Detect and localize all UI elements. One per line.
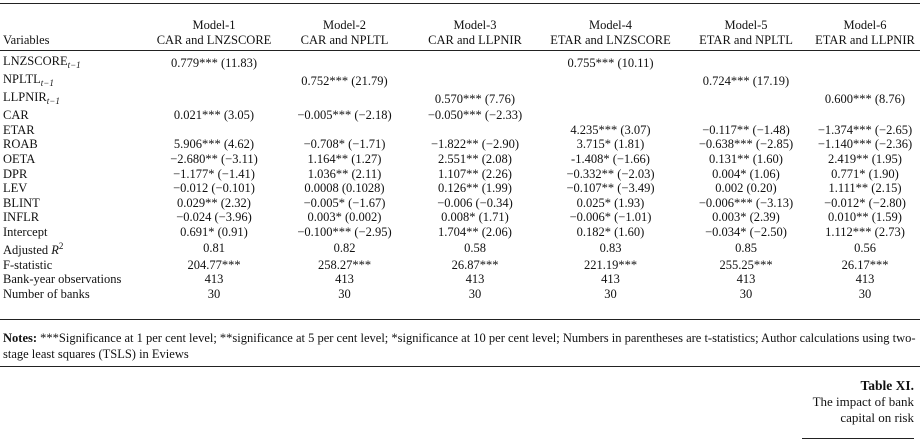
coefficient-cell <box>278 48 411 72</box>
coefficient-cell: -1.408* (−1.66) <box>571 152 650 167</box>
table-row <box>0 272 920 287</box>
coefficient-cell: −0.107** (−3.49) <box>566 181 655 196</box>
table-row <box>0 210 920 225</box>
coefficient-cell: −0.050*** (−2.33) <box>427 108 523 123</box>
coefficient-cell <box>810 72 920 90</box>
coefficient-cell: 0.56 <box>854 241 876 256</box>
variable-name: F-statistic <box>3 257 53 272</box>
coefficient-cell: −1.140*** (−2.36) <box>817 137 913 152</box>
table-row <box>0 225 920 240</box>
coefficient-cell: 30 <box>207 286 221 301</box>
coefficient-cell: 1.164** (1.27) <box>307 152 382 167</box>
coefficient-cell: 0.003* (2.39) <box>712 210 780 225</box>
variable-name: $LLPNIR_{t-1}$ <box>3 90 60 106</box>
coefficient-cell <box>682 90 810 108</box>
coefficient-cell: 255.25*** <box>719 257 773 272</box>
table-row <box>0 287 920 302</box>
coefficient-cell: 0.0008 (0.1028) <box>304 181 385 196</box>
coefficient-cell: 0.003* (0.002) <box>307 210 382 225</box>
coefficient-cell <box>150 72 278 90</box>
coefficient-cell: −1.374*** (−2.65) <box>817 122 913 137</box>
coefficient-cell: 0.81 <box>203 241 225 256</box>
coefficient-cell: 413 <box>736 272 756 287</box>
variable-name: Intercept <box>3 225 48 240</box>
coefficient-cell: 2.551** (2.08) <box>438 152 512 167</box>
coefficient-cell: −2.680** (−3.11) <box>170 152 258 167</box>
coefficient-cell: 0.025* (1.93) <box>576 195 645 210</box>
notes-label: Notes: <box>3 331 38 345</box>
coefficient-cell: 0.83 <box>599 241 622 256</box>
coefficient-cell: 0.570*** (7.76) <box>434 92 516 106</box>
coefficient-cell: −0.117** (−1.48) <box>702 122 790 137</box>
model-header: Model-1 CAR and LNZSCORE <box>156 18 272 47</box>
coefficient-cell: −0.638*** (−2.85) <box>698 137 794 152</box>
coefficient-cell: −1.177* (−1.41) <box>173 166 255 181</box>
model-header: Model-6 ETAR and LLPNIR <box>815 18 915 47</box>
coefficient-cell: 5.906*** (4.62) <box>173 137 255 152</box>
coefficient-cell <box>539 108 682 123</box>
coefficient-cell <box>810 108 920 123</box>
coefficient-cell: 0.004* (1.06) <box>712 166 780 181</box>
coefficient-cell <box>682 108 810 123</box>
variable-name: $LNZSCORE_{t-1}$ <box>3 54 81 70</box>
variable-name: Adjusted $R^2$ <box>3 241 64 258</box>
coefficient-cell: 0.008* (1.71) <box>441 210 509 225</box>
coefficient-cell: −0.100*** (−2.95) <box>297 225 392 240</box>
table-row <box>0 108 920 123</box>
coefficient-cell: 0.85 <box>735 241 757 256</box>
coefficient-cell: 0.131** (1.60) <box>709 152 783 167</box>
model-header: Model-3 CAR and LLPNIR <box>428 18 522 47</box>
variable-name: ETAR <box>3 122 35 137</box>
variable-name: ROAB <box>3 137 38 152</box>
coefficient-cell: 30 <box>858 286 872 301</box>
model-header: Model-5 ETAR and NPLTL <box>699 18 793 47</box>
coefficient-cell: −0.332** (−2.03) <box>566 166 655 181</box>
table-row <box>0 196 920 211</box>
variable-name: INFLR <box>3 210 40 225</box>
table-row <box>0 257 920 272</box>
coefficient-cell: 4.235*** (3.07) <box>570 122 651 137</box>
coefficient-cell <box>278 90 411 108</box>
coefficient-cell: 221.19*** <box>583 257 638 272</box>
coefficient-cell: 0.58 <box>464 241 486 256</box>
coefficient-cell: 0.691* (0.91) <box>180 225 248 240</box>
coefficient-cell: 1.111** (2.15) <box>828 181 902 196</box>
notes-text: ***Significance at 1 per cent level; **significance at 5 per cent level; *significance at 10 per cent level; Numbers in parentheses are t-statistics; Author calculations using two-stage least squares (TSLS) in Eviews <box>3 331 916 361</box>
table-row <box>0 123 920 138</box>
coefficient-cell: 413 <box>204 272 224 287</box>
coefficient-cell: 0.126** (1.99) <box>438 181 512 196</box>
caption-line-1: The impact of bank <box>812 394 914 409</box>
coefficient-cell: 413 <box>601 272 620 287</box>
coefficient-cell: 1.704** (2.06) <box>438 225 512 240</box>
notes-bottom-rule <box>0 366 920 367</box>
coefficient-cell <box>539 90 682 108</box>
coefficient-cell: 30 <box>604 286 617 301</box>
variable-name: LEV <box>3 181 28 196</box>
caption-line-2: capital on risk <box>840 410 914 425</box>
variable-name: Bank-year observations <box>3 272 122 287</box>
table-row <box>0 239 920 257</box>
coefficient-cell: 0.779*** (11.83) <box>171 56 257 70</box>
coefficient-cell: 0.002 (0.20) <box>715 181 777 196</box>
coefficient-cell: 0.600*** (8.76) <box>824 92 906 106</box>
coefficient-cell <box>411 72 539 90</box>
coefficient-cell: 0.010** (1.59) <box>828 210 902 225</box>
coefficient-cell: −0.024 (−3.96) <box>176 210 252 225</box>
variables-header: Variables <box>3 33 50 47</box>
coefficient-cell <box>278 123 411 138</box>
regression-table <box>0 10 920 301</box>
coefficient-cell: 3.715* (1.81) <box>576 137 645 152</box>
coefficient-cell: 0.771* (1.90) <box>831 166 899 181</box>
coefficient-cell: 26.17*** <box>841 257 889 272</box>
coefficient-cell <box>810 48 920 72</box>
variable-name: DPR <box>3 166 28 181</box>
coefficient-cell: −0.012* (−2.80) <box>824 195 906 210</box>
variable-name: $NPLTL_{t-1}$ <box>3 72 54 88</box>
coefficient-cell: 204.77*** <box>187 257 241 272</box>
coefficient-cell: 0.021*** (3.05) <box>173 108 255 123</box>
model-header: Model-2 CAR and NPLTL <box>300 18 389 47</box>
coefficient-cell: 413 <box>335 272 354 287</box>
coefficient-cell: 0.752*** (21.79) <box>301 74 388 88</box>
coefficient-cell: 413 <box>855 272 875 287</box>
table-row <box>0 137 920 152</box>
coefficient-cell: 0.755*** (10.11) <box>567 56 654 70</box>
table-row <box>0 181 920 196</box>
table-row <box>0 166 920 181</box>
coefficient-cell: −0.012 (−0.101) <box>173 181 255 196</box>
coefficient-cell <box>150 123 278 138</box>
coefficient-cell: −0.708* (−1.71) <box>303 137 386 152</box>
coefficient-cell: 30 <box>468 286 482 301</box>
coefficient-cell: 1.112*** (2.73) <box>825 225 905 240</box>
coefficient-cell <box>411 48 539 72</box>
coefficient-cell: 0.82 <box>333 241 356 256</box>
coefficient-cell: −0.006 (−0.34) <box>437 195 513 210</box>
table-number: Table XI. <box>860 378 914 393</box>
table-row <box>0 152 920 167</box>
variable-name: OETA <box>3 152 36 167</box>
coefficient-cell <box>411 123 539 138</box>
coefficient-cell: 413 <box>465 272 485 287</box>
model-header: Model-4 ETAR and LNZSCORE <box>550 18 671 47</box>
header-row <box>0 10 920 48</box>
coefficient-cell: 258.27*** <box>317 257 372 272</box>
coefficient-cell: 1.107** (2.26) <box>438 166 512 181</box>
caption-rule <box>802 438 914 439</box>
coefficient-cell <box>150 90 278 108</box>
table-row <box>0 72 920 90</box>
coefficient-cell <box>682 48 810 72</box>
coefficient-cell: 2.419** (1.95) <box>828 152 902 167</box>
coefficient-cell: 0.724*** (17.19) <box>702 74 790 88</box>
coefficient-cell: −1.822** (−2.90) <box>430 137 520 152</box>
coefficient-cell: −0.006*** (−3.13) <box>698 195 794 210</box>
coefficient-cell: −0.005* (−1.67) <box>303 195 386 210</box>
coefficient-cell: 0.182* (1.60) <box>576 225 645 240</box>
table-body <box>0 48 920 301</box>
coefficient-cell <box>539 72 682 90</box>
variable-name: BLINT <box>3 195 40 210</box>
coefficient-cell: 30 <box>739 286 753 301</box>
variable-name: CAR <box>3 108 29 123</box>
coefficient-cell: 26.87*** <box>451 257 499 272</box>
coefficient-cell: −0.005*** (−2.18) <box>297 108 392 123</box>
variable-name: Number of banks <box>3 286 90 301</box>
coefficient-cell: 0.029** (2.32) <box>177 195 251 210</box>
top-rule <box>0 3 920 4</box>
table-notes <box>3 330 918 362</box>
coefficient-cell: −0.006* (−1.01) <box>569 210 652 225</box>
coefficient-cell: −0.034* (−2.50) <box>705 225 787 240</box>
coefficient-cell: 1.036** (2.11) <box>307 166 382 181</box>
table-bottom-rule <box>0 319 920 320</box>
coefficient-cell: 30 <box>338 286 351 301</box>
table-row <box>0 90 920 108</box>
table-caption <box>813 378 914 426</box>
table-row <box>0 48 920 72</box>
